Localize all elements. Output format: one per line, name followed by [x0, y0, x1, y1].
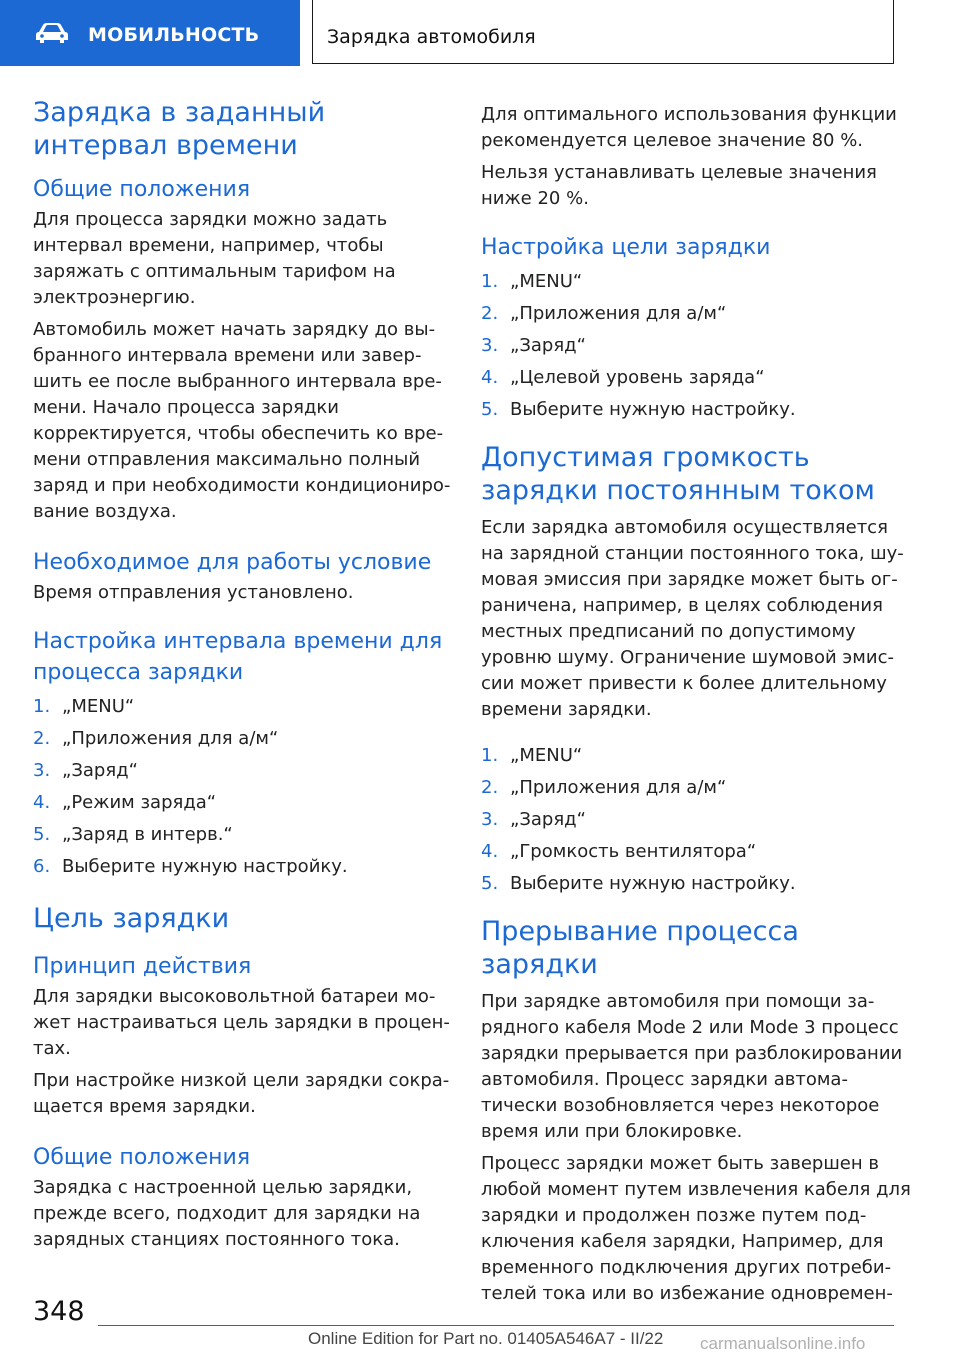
- list-item: 2. „Приложения для а/м“: [481, 777, 727, 798]
- list-item: 5. Выберите нужную настройку.: [481, 873, 796, 894]
- steps-loudness-list: [481, 743, 911, 897]
- list-item: 4. „Режим заряда“: [33, 792, 217, 813]
- heading-charging-goal: Цель зарядки: [33, 903, 230, 934]
- heading-interval-charging: Зарядка в заданный интервал времени: [33, 97, 326, 161]
- list-item: 6. Выберите нужную настройку.: [33, 856, 348, 877]
- heading-dc-loudness: Допустимая громкость зарядки постоянным током: [481, 442, 875, 506]
- list-item: 1. „MENU“: [481, 745, 583, 766]
- list-item: 2. „Приложения для а/м“: [33, 728, 279, 749]
- chapter-tab: [312, 0, 894, 64]
- paragraph-min-value: Нельзя устанавливать целевые значения ниже 20 %.: [481, 162, 877, 209]
- paragraph-interrupt-a: При зарядке автомобиля при помощи зарядного кабеля Mode 2 или Mode 3 процесс зарядки прерывается при разблокировании автомобиля. Процесс зарядки автоматически возобновляется через некоторое время или при блокировке.: [481, 991, 903, 1142]
- car-icon: [34, 22, 70, 44]
- right-column: [481, 96, 911, 1313]
- paragraph-principle-b: При настройке низкой цели зарядки сокращается время зарядки.: [33, 1070, 450, 1117]
- watermark: carmanualsonline.info: [700, 1334, 866, 1353]
- edition-note: Online Edition for Part no. 01405A546A7 - II/22: [308, 1329, 664, 1348]
- list-item: 3. „Заряд“: [33, 760, 138, 781]
- heading-general-2: Общие положения: [33, 1145, 251, 1170]
- list-item: 1. „MENU“: [33, 696, 135, 717]
- page-header: [0, 0, 960, 66]
- list-item: 5. Выберите нужную настройку.: [481, 399, 796, 420]
- paragraph-general-1a: Для процесса зарядки можно задать интервал времени, например, чтобы заряжать с оптимальным тарифом на электроэнергию.: [33, 209, 396, 308]
- paragraph-general-1b: Автомобиль может начать зарядку до выбранного интервала времени или завершить ее после выбранного интервала времени. Начало процесса зарядки корректируется, чтобы обеспечить ко времени отправления максимально полный заряд и при необходимости кондиционирование воздуха.: [33, 319, 451, 522]
- list-item: 3. „Заряд“: [481, 335, 586, 356]
- footer-divider: [98, 1325, 894, 1326]
- list-item: 1. „MENU“: [481, 271, 583, 292]
- paragraph-loudness: Если зарядка автомобиля осуществляется на зарядной станции постоянного тока, шумовая эмиссия при зарядке может быть ограничена, например, в целях соблюдения местных предписаний по допустимому уровню шуму. Ограничение шумовой эмиссии может привести к более длительному времени зарядки.: [481, 517, 904, 720]
- heading-principle: Принцип действия: [33, 954, 252, 979]
- steps-goal-list: [481, 269, 911, 423]
- page-number: 348: [33, 1296, 85, 1327]
- paragraph-condition: Время отправления установлено.: [33, 582, 354, 603]
- paragraph-principle-a: Для зарядки высоковольтной батареи может настраиваться цель зарядки в процентах.: [33, 986, 450, 1059]
- heading-setup-interval: Настройка интервала времени для процесса зарядки: [33, 629, 443, 685]
- heading-general-1: Общие положения: [33, 177, 251, 202]
- list-item: 2. „Приложения для а/м“: [481, 303, 727, 324]
- list-item: 4. „Целевой уровень заряда“: [481, 367, 765, 388]
- steps-interval-list: [33, 694, 453, 880]
- paragraph-optimal: Для оптимального использования функции рекомендуется целевое значение 80 %.: [481, 104, 897, 151]
- paragraph-general-2: Зарядка с настроенной целью зарядки, прежде всего, подходит для зарядки на зарядных станциях постоянного тока.: [33, 1177, 421, 1250]
- heading-setup-goal: Настройка цели зарядки: [481, 235, 771, 260]
- chapter-title: Зарядка автомобиля: [327, 26, 536, 48]
- section-tab-mobility: [0, 0, 300, 66]
- list-item: 3. „Заряд“: [481, 809, 586, 830]
- left-column: [33, 96, 453, 1259]
- heading-condition: Необходимое для работы условие: [33, 550, 432, 575]
- section-label: МОБИЛЬНОСТЬ: [88, 24, 260, 46]
- list-item: 4. „Громкость вентилятора“: [481, 841, 757, 862]
- list-item: 5. „Заряд в интерв.“: [33, 824, 233, 845]
- heading-interrupt: Прерывание процесса зарядки: [481, 916, 799, 980]
- paragraph-interrupt-b: Процесс зарядки может быть завершен в любой момент путем извлечения кабеля для зарядки и продолжен позже путем подключения кабеля зарядки, Например, для временного подключения других потребителей тока или во избежание одновремен-: [481, 1153, 911, 1304]
